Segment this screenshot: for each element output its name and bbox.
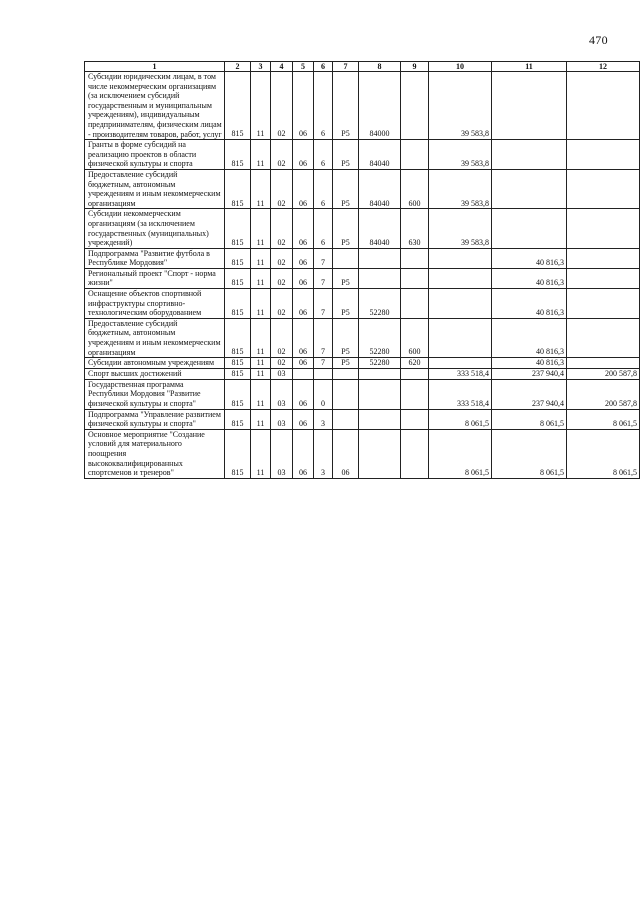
amount-year2-cell: 237 940,4 — [492, 379, 567, 409]
section-cell: 11 — [251, 369, 271, 380]
amount-year1-cell: 39 583,8 — [429, 140, 492, 170]
expense-type-cell: 620 — [401, 358, 429, 369]
amount-year2-cell: 8 061,5 — [492, 409, 567, 429]
subprogram-cell: 7 — [314, 358, 333, 369]
expense-type-cell: 600 — [401, 318, 429, 357]
direction-cell — [359, 248, 401, 268]
subsection-cell: 02 — [271, 140, 293, 170]
amount-year3-cell: 8 061,5 — [567, 409, 640, 429]
section-cell: 11 — [251, 209, 271, 248]
program-cell: 06 — [293, 140, 314, 170]
row-name-cell: Спорт высших достижений — [85, 369, 225, 380]
table-row — [85, 379, 640, 409]
program-cell: 06 — [293, 209, 314, 248]
direction-cell: 84040 — [359, 209, 401, 248]
direction-cell — [359, 409, 401, 429]
amount-year2-cell: 40 816,3 — [492, 358, 567, 369]
page-number: 470 — [589, 33, 608, 47]
program-cell — [293, 369, 314, 380]
amount-year2-cell — [492, 72, 567, 140]
admin-code-cell: 815 — [225, 169, 251, 208]
column-header: 10 — [429, 62, 492, 72]
section-cell: 11 — [251, 429, 271, 478]
activity-cell: P5 — [333, 268, 359, 288]
activity-cell — [333, 379, 359, 409]
amount-year3-cell — [567, 289, 640, 319]
section-cell: 11 — [251, 248, 271, 268]
direction-cell — [359, 429, 401, 478]
subprogram-cell: 6 — [314, 140, 333, 170]
subsection-cell: 02 — [271, 318, 293, 357]
subprogram-cell: 3 — [314, 429, 333, 478]
expense-type-cell — [401, 268, 429, 288]
amount-year1-cell — [429, 248, 492, 268]
expense-type-cell: 600 — [401, 169, 429, 208]
admin-code-cell: 815 — [225, 409, 251, 429]
direction-cell: 52280 — [359, 358, 401, 369]
section-cell: 11 — [251, 289, 271, 319]
row-name-cell: Предоставление субсидий бюджетным, автономным учреждениям и иным некоммерческим организациям — [85, 169, 225, 208]
admin-code-cell: 815 — [225, 289, 251, 319]
admin-code-cell: 815 — [225, 429, 251, 478]
program-cell: 06 — [293, 169, 314, 208]
column-header: 9 — [401, 62, 429, 72]
subprogram-cell: 0 — [314, 379, 333, 409]
program-cell: 06 — [293, 268, 314, 288]
expense-type-cell — [401, 140, 429, 170]
section-cell: 11 — [251, 268, 271, 288]
amount-year2-cell: 40 816,3 — [492, 289, 567, 319]
amount-year3-cell — [567, 358, 640, 369]
column-header: 7 — [333, 62, 359, 72]
subprogram-cell: 3 — [314, 409, 333, 429]
subsection-cell: 02 — [271, 72, 293, 140]
section-cell: 11 — [251, 409, 271, 429]
row-name-cell: Подпрограмма "Управление развитием физической культуры и спорта" — [85, 409, 225, 429]
activity-cell: P5 — [333, 358, 359, 369]
expense-type-cell — [401, 379, 429, 409]
program-cell: 06 — [293, 248, 314, 268]
subprogram-cell: 7 — [314, 289, 333, 319]
amount-year1-cell — [429, 268, 492, 288]
direction-cell — [359, 268, 401, 288]
amount-year2-cell — [492, 140, 567, 170]
subprogram-cell — [314, 369, 333, 380]
expense-type-cell — [401, 369, 429, 380]
admin-code-cell: 815 — [225, 379, 251, 409]
direction-cell: 84040 — [359, 140, 401, 170]
amount-year1-cell: 39 583,8 — [429, 209, 492, 248]
admin-code-cell: 815 — [225, 268, 251, 288]
amount-year2-cell: 40 816,3 — [492, 318, 567, 357]
direction-cell — [359, 369, 401, 380]
column-header: 2 — [225, 62, 251, 72]
row-name-cell: Подпрограмма "Развитие футбола в Республике Мордовия" — [85, 248, 225, 268]
amount-year1-cell: 39 583,8 — [429, 169, 492, 208]
admin-code-cell: 815 — [225, 209, 251, 248]
row-name-cell: Субсидии автономным учреждениям — [85, 358, 225, 369]
table-row — [85, 289, 640, 319]
table-row — [85, 358, 640, 369]
subprogram-cell: 6 — [314, 209, 333, 248]
activity-cell: P5 — [333, 140, 359, 170]
row-name-cell: Предоставление субсидий бюджетным, автономным учреждениям и иным некоммерческим организациям — [85, 318, 225, 357]
activity-cell: P5 — [333, 289, 359, 319]
subsection-cell: 02 — [271, 248, 293, 268]
column-header: 5 — [293, 62, 314, 72]
section-cell: 11 — [251, 72, 271, 140]
table-row — [85, 248, 640, 268]
column-header: 6 — [314, 62, 333, 72]
amount-year1-cell: 8 061,5 — [429, 429, 492, 478]
subprogram-cell: 7 — [314, 268, 333, 288]
subprogram-cell: 6 — [314, 72, 333, 140]
subsection-cell: 03 — [271, 409, 293, 429]
table-row — [85, 268, 640, 288]
activity-cell — [333, 248, 359, 268]
column-header: 3 — [251, 62, 271, 72]
amount-year1-cell — [429, 318, 492, 357]
direction-cell: 52280 — [359, 318, 401, 357]
section-cell: 11 — [251, 169, 271, 208]
admin-code-cell: 815 — [225, 369, 251, 380]
program-cell: 06 — [293, 379, 314, 409]
program-cell: 06 — [293, 409, 314, 429]
activity-cell: P5 — [333, 72, 359, 140]
amount-year1-cell: 8 061,5 — [429, 409, 492, 429]
admin-code-cell: 815 — [225, 358, 251, 369]
table-row — [85, 72, 640, 140]
program-cell: 06 — [293, 72, 314, 140]
section-cell: 11 — [251, 140, 271, 170]
column-header: 1 — [85, 62, 225, 72]
column-header: 8 — [359, 62, 401, 72]
amount-year2-cell — [492, 169, 567, 208]
column-header: 11 — [492, 62, 567, 72]
row-name-cell: Региональный проект "Спорт - норма жизни" — [85, 268, 225, 288]
table-row — [85, 429, 640, 478]
program-cell: 06 — [293, 429, 314, 478]
expense-type-cell: 630 — [401, 209, 429, 248]
row-name-cell: Субсидии юридическим лицам, в том числе некоммерческим организациям (за исключением субсидий государственным и муниципальным учреждениям), индивидуальным предпринимателям, физическим лицам - производителям товаров, работ, услуг — [85, 72, 225, 140]
table-row — [85, 169, 640, 208]
amount-year3-cell — [567, 209, 640, 248]
direction-cell: 84040 — [359, 169, 401, 208]
amount-year3-cell — [567, 72, 640, 140]
amount-year3-cell — [567, 318, 640, 357]
activity-cell — [333, 369, 359, 380]
activity-cell: P5 — [333, 209, 359, 248]
admin-code-cell: 815 — [225, 72, 251, 140]
table-row — [85, 409, 640, 429]
admin-code-cell: 815 — [225, 140, 251, 170]
expense-type-cell — [401, 72, 429, 140]
table-row — [85, 318, 640, 357]
amount-year1-cell: 39 583,8 — [429, 72, 492, 140]
amount-year1-cell: 333 518,4 — [429, 369, 492, 380]
subsection-cell: 02 — [271, 289, 293, 319]
row-name-cell: Субсидии некоммерческим организациям (за исключением государственных (муниципальных) учреждений) — [85, 209, 225, 248]
table-row — [85, 140, 640, 170]
amount-year3-cell — [567, 169, 640, 208]
expense-type-cell — [401, 289, 429, 319]
expense-type-cell — [401, 409, 429, 429]
program-cell: 06 — [293, 318, 314, 357]
amount-year3-cell — [567, 268, 640, 288]
column-header: 12 — [567, 62, 640, 72]
program-cell: 06 — [293, 289, 314, 319]
activity-cell: P5 — [333, 169, 359, 208]
subsection-cell: 02 — [271, 358, 293, 369]
amount-year3-cell: 8 061,5 — [567, 429, 640, 478]
activity-cell — [333, 409, 359, 429]
table-row — [85, 369, 640, 380]
table-header-row — [85, 62, 640, 72]
admin-code-cell: 815 — [225, 318, 251, 357]
expense-type-cell — [401, 248, 429, 268]
row-name-cell: Основное мероприятие "Создание условий для материального поощрения высококвалифицированных спортсменов и тренеров" — [85, 429, 225, 478]
direction-cell: 84000 — [359, 72, 401, 140]
amount-year1-cell: 333 518,4 — [429, 379, 492, 409]
subprogram-cell: 7 — [314, 318, 333, 357]
amount-year3-cell — [567, 140, 640, 170]
amount-year2-cell: 40 816,3 — [492, 248, 567, 268]
subprogram-cell: 6 — [314, 169, 333, 208]
section-cell: 11 — [251, 358, 271, 369]
amount-year2-cell — [492, 209, 567, 248]
admin-code-cell: 815 — [225, 248, 251, 268]
column-header: 4 — [271, 62, 293, 72]
program-cell: 06 — [293, 358, 314, 369]
amount-year3-cell: 200 587,8 — [567, 379, 640, 409]
amount-year2-cell: 8 061,5 — [492, 429, 567, 478]
table-body — [85, 72, 640, 479]
subsection-cell: 03 — [271, 429, 293, 478]
subsection-cell: 02 — [271, 169, 293, 208]
section-cell: 11 — [251, 318, 271, 357]
activity-cell: P5 — [333, 318, 359, 357]
subsection-cell: 03 — [271, 379, 293, 409]
subsection-cell: 02 — [271, 268, 293, 288]
amount-year1-cell — [429, 289, 492, 319]
row-name-cell: Оснащение объектов спортивной инфраструктуры спортивно-технологическим оборудованием — [85, 289, 225, 319]
amount-year2-cell: 40 816,3 — [492, 268, 567, 288]
amount-year3-cell — [567, 248, 640, 268]
expense-type-cell — [401, 429, 429, 478]
row-name-cell: Государственная программа Республики Мордовия "Развитие физической культуры и спорта" — [85, 379, 225, 409]
section-cell: 11 — [251, 379, 271, 409]
subprogram-cell: 7 — [314, 248, 333, 268]
direction-cell: 52280 — [359, 289, 401, 319]
amount-year2-cell: 237 940,4 — [492, 369, 567, 380]
amount-year3-cell: 200 587,8 — [567, 369, 640, 380]
direction-cell — [359, 379, 401, 409]
subsection-cell: 03 — [271, 369, 293, 380]
budget-table — [84, 61, 640, 479]
amount-year1-cell — [429, 358, 492, 369]
row-name-cell: Гранты в форме субсидий на реализацию проектов в области физической культуры и спорта — [85, 140, 225, 170]
table-row — [85, 209, 640, 248]
activity-cell: 06 — [333, 429, 359, 478]
subsection-cell: 02 — [271, 209, 293, 248]
